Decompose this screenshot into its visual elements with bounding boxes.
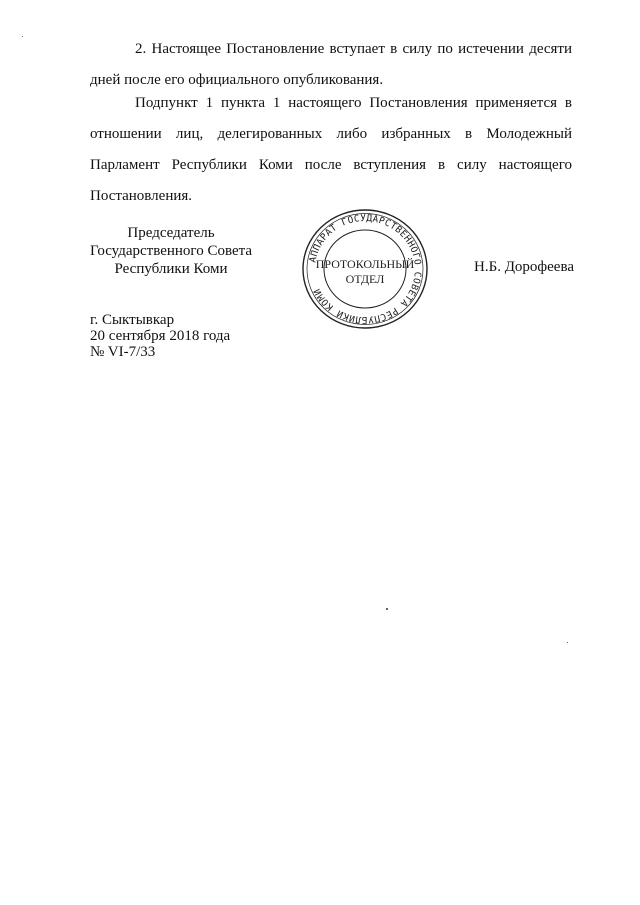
- signer-name: Н.Б. Дорофеева: [474, 259, 575, 275]
- issuance-block: [90, 312, 230, 360]
- scan-speck: [567, 642, 568, 643]
- signer-title-line-1: Председатель: [127, 225, 215, 241]
- seal-center-line-1: ПРОТОКОЛЬНЫЙ: [315, 257, 415, 271]
- seal-graphic: [300, 208, 430, 330]
- paragraph-entry-into-force: 2. Настоящее Постановление вступает в силу по истечении десяти дней после его официального опубликования.: [90, 41, 572, 88]
- scan-speck: [386, 608, 388, 610]
- signer-title-line-2: Государственного Совета: [89, 243, 253, 259]
- signer-title: [88, 224, 254, 278]
- official-seal: [300, 208, 430, 330]
- issuance-city: г. Сыктывкар: [90, 312, 175, 328]
- seal-ring-text: АППАРАТ ГОСУДАРСТВЕННОГО СОВЕТА РЕСПУБЛИКИ КОМИ: [307, 212, 424, 326]
- seal-center-line-2: ОТДЕЛ: [345, 272, 385, 286]
- issuance-date: 20 сентября 2018 года: [90, 328, 231, 344]
- signer-title-line-3: Республики Коми: [114, 261, 228, 277]
- scan-speck: [22, 36, 23, 37]
- issuance-number: № VI-7/33: [90, 344, 156, 360]
- paragraph-application-clause: Подпункт 1 пункта 1 настоящего Постановления применяется в отношении лиц, делегированных либо избранных в Молодежный Парламент Республики Коми после вступления в силу настоящего Постановления.: [90, 95, 572, 204]
